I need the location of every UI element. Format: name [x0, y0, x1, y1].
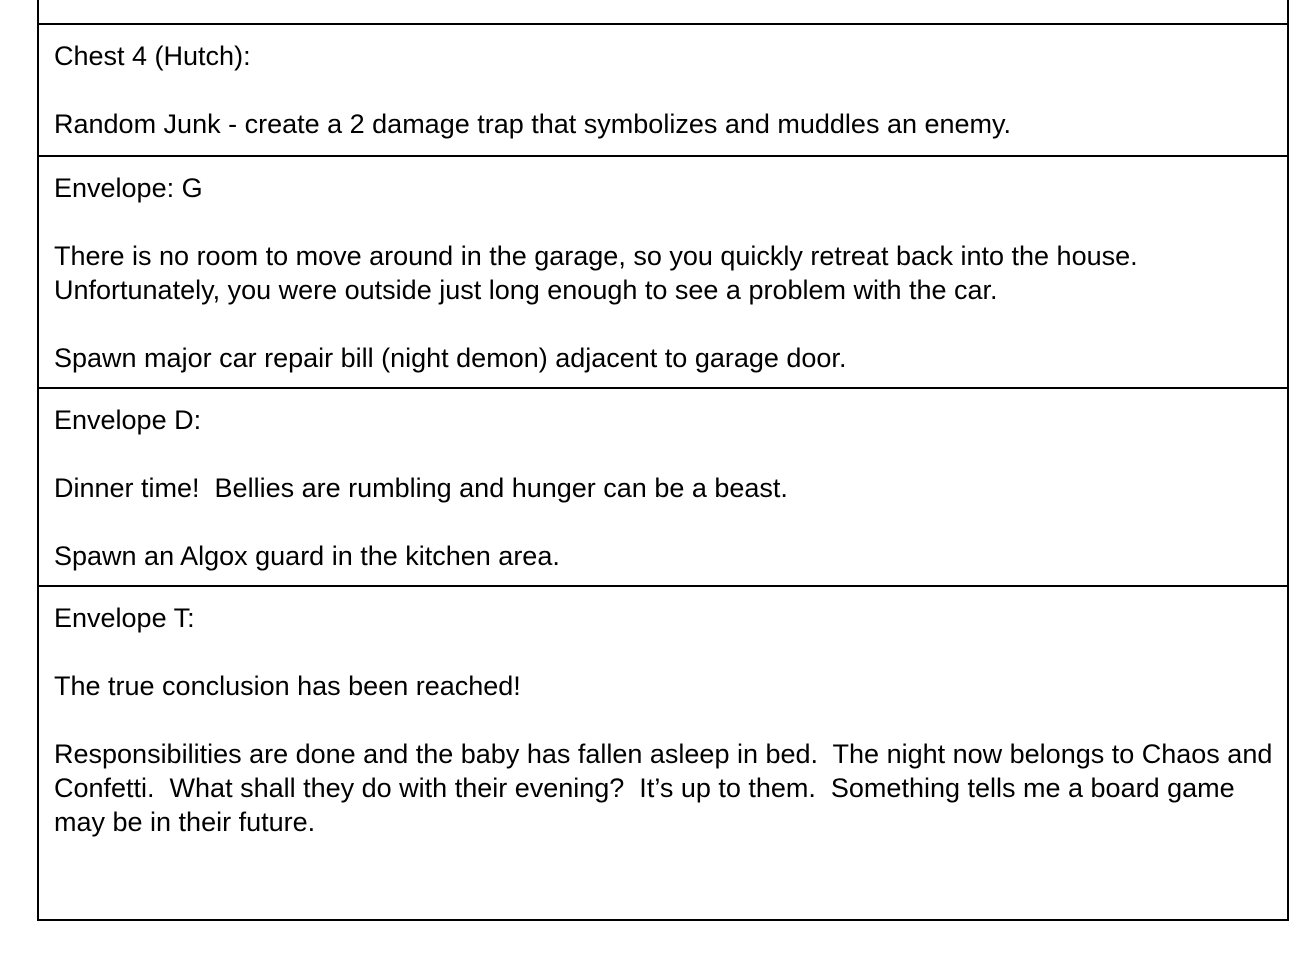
section-paragraph: Spawn an Algox guard in the kitchen area. — [54, 541, 560, 571]
section-paragraph: Random Junk - create a 2 damage trap that symbolizes and muddles an enemy. — [54, 109, 1012, 139]
section-heading: Envelope: G — [54, 173, 203, 203]
table-row-chest-4 — [39, 23, 1287, 155]
table-row-envelope-t — [39, 585, 1287, 919]
section-paragraph: The true conclusion has been reached! — [54, 671, 521, 701]
table-row-top-remnant — [39, 0, 1287, 23]
document-table — [37, 0, 1289, 921]
section-heading: Envelope D: — [54, 405, 202, 435]
section-paragraph: Spawn major car repair bill (night demon) adjacent to garage door. — [54, 343, 847, 373]
section-paragraph: There is no room to move around in the garage, so you quickly retreat back into the house. Unfortunately, you were outside just long enough to see a problem with the car. — [54, 241, 1146, 305]
section-paragraph: Dinner time! Bellies are rumbling and hunger can be a beast. — [54, 473, 788, 503]
section-heading: Envelope T: — [54, 603, 195, 633]
table-row-envelope-d — [39, 387, 1287, 585]
table-row-envelope-g — [39, 155, 1287, 387]
section-heading: Chest 4 (Hutch): — [54, 41, 251, 71]
section-paragraph: Responsibilities are done and the baby has fallen asleep in bed. The night now belongs to Chaos and Confetti. What shall they do with their evening? It’s up to them. Something tells me a board game may be in their future. — [54, 739, 1280, 837]
